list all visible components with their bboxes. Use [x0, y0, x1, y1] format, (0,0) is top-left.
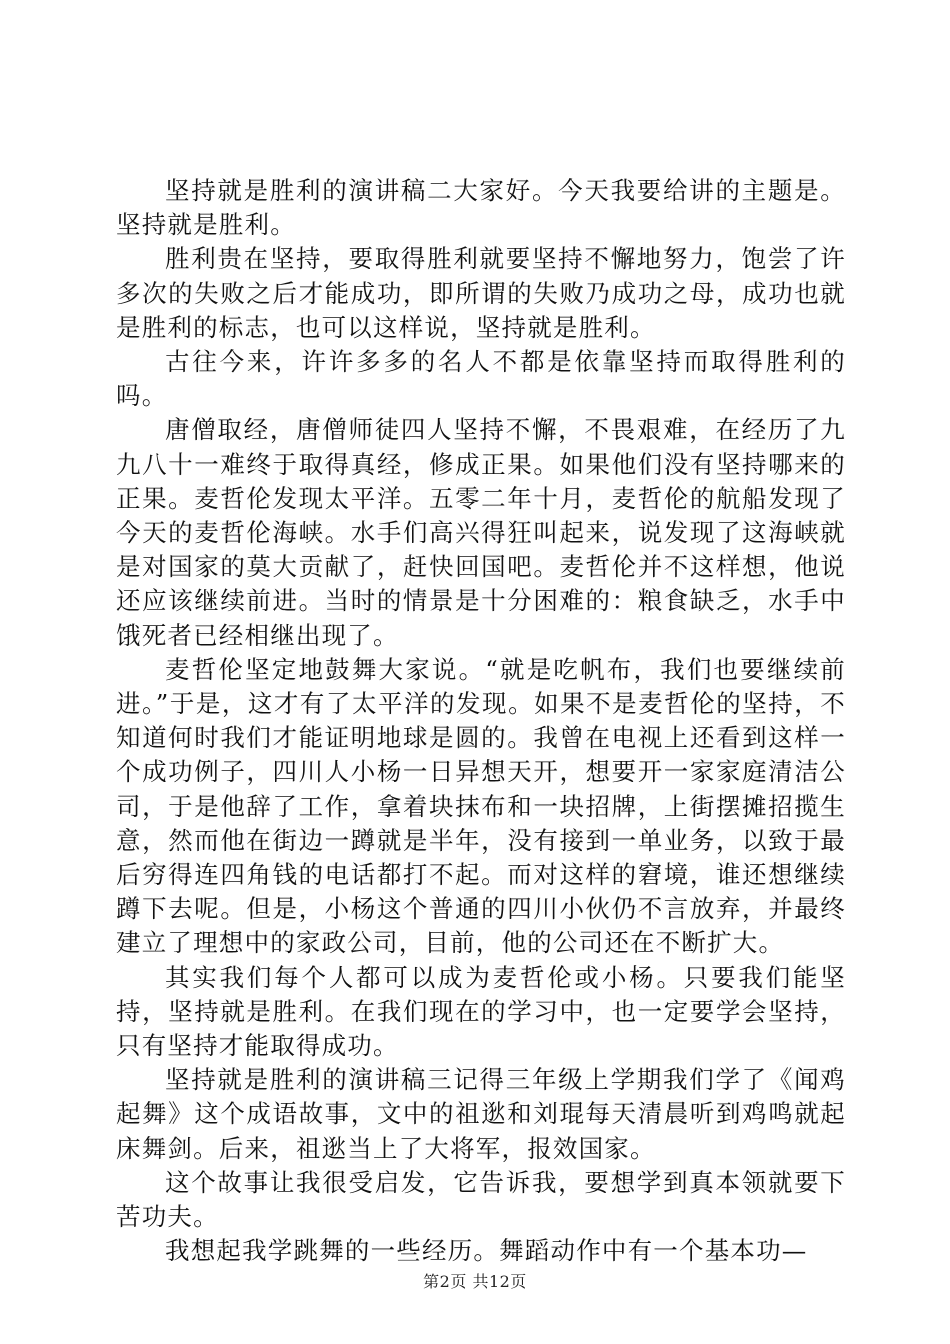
- paragraph-1: 坚持就是胜利的演讲稿二大家好。今天我要给讲的主题是。坚持就是胜利。: [116, 176, 846, 240]
- paragraph-6: 其实我们每个人都可以成为麦哲伦或小杨。只要我们能坚持，坚持就是胜利。在我们现在的学习中，也一定要学会坚持，只有坚持才能取得成功。: [116, 962, 846, 1061]
- paragraph-2: 胜利贵在坚持，要取得胜利就要坚持不懈地努力，饱尝了许多次的失败之后才能成功，即所谓的失败乃成功之母，成功也就是胜利的标志，也可以这样说，坚持就是胜利。: [116, 244, 846, 342]
- paragraph-3: 古往今来，许许多多的名人不都是依靠坚持而取得胜利的吗。: [116, 347, 846, 411]
- paragraph-5: 麦哲伦坚定地鼓舞大家说。“就是吃帆布，我们也要继续前进。”于是，这才有了太平洋的发现。如果不是麦哲伦的坚持，不知道何时我们才能证明地球是圆的。我曾在电视上还看到这样一个成功例子，四川人小杨一日异想天开，想要开一家家庭清洁公司，于是他辞了工作，拿着块抹布和一块招牌，上街摆摊招揽生意，然而他在街边一蹲就是半年，没有接到一单业务，以致于最后穷得连四角钱的电话都打不起。而对这样的窘境，谁还想继续蹲下去呢。但是，小杨这个普通的四川小伙仍不言放弃，并最终建立了理想中的家政公司，目前，他的公司还在不断扩大。: [116, 654, 846, 958]
- paragraph-9: 我想起我学跳舞的一些经历。舞蹈动作中有一个基本功—: [165, 1236, 808, 1266]
- document-body: [116, 174, 846, 1269]
- page-number-footer: 第2页 共12页: [423, 1272, 527, 1291]
- paragraph-4: 唐僧取经，唐僧师徒四人坚持不懈，不畏艰难，在经历了九九八十一难终于取得真经，修成正果。如果他们没有坚持哪来的正果。麦哲伦发现太平洋。五零二年十月，麦哲伦的航船发现了今天的麦哲伦海峡。水手们高兴得狂叫起来，说发现了这海峡就是对国家的莫大贡献了，赶快回国吧。麦哲伦并不这样想，他说还应该继续前进。当时的情景是十分困难的：粮食缺乏，水手中饿死者已经相继出现了。: [116, 415, 846, 650]
- paragraph-7: 坚持就是胜利的演讲稿三记得三年级上学期我们学了《闻鸡起舞》这个成语故事，文中的祖逖和刘琨每天清晨听到鸡鸣就起床舞剑。后来，祖逖当上了大将军，报效国家。: [116, 1065, 846, 1163]
- paragraph-8: 这个故事让我很受启发，它告诉我，要想学到真本领就要下苦功夫。: [116, 1167, 846, 1232]
